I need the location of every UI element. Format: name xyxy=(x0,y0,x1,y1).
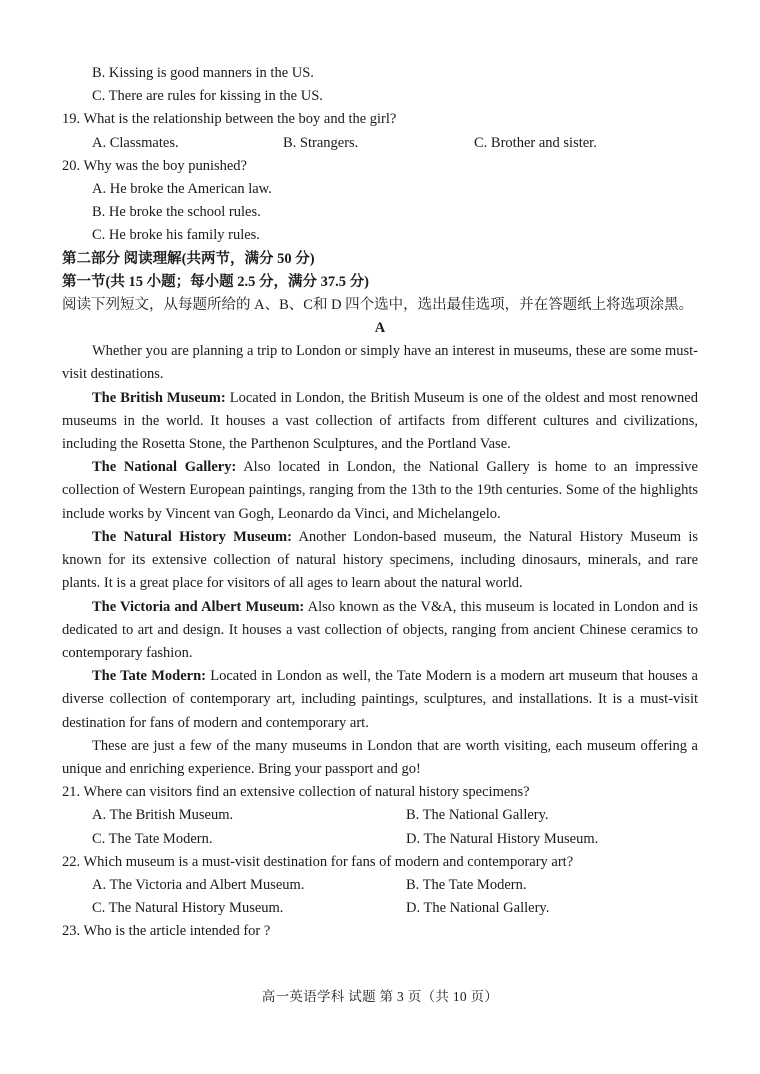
q19-option-c: C. Brother and sister. xyxy=(474,134,597,151)
museum-text: Another London-based museum, the Natural History Museum is known for its extensive collection of natural history specimens, including dinosaurs, minerals, and rare plants. It is a great place for visitors of all ages to learn about the natural world. xyxy=(62,528,698,592)
passage-label: A xyxy=(374,320,386,337)
section1-title: 第一节(共 15 小题；每小题 2.5 分，满分 37.5 分) xyxy=(62,273,369,290)
museum-text: Also known as the V&A, this museum is located in London and is dedicated to art and design. It houses a vast collection of objects, ranging from ancient Chinese ceramics to contemporary fashion. xyxy=(62,598,698,661)
museum-name: The British Museum: xyxy=(92,389,226,406)
q22-option-a: A. The Victoria and Albert Museum. xyxy=(92,876,305,893)
q18-option-b: B. Kissing is good manners in the US. xyxy=(92,65,314,81)
q19-stem: 19. What is the relationship between the boy and the girl? xyxy=(62,111,397,128)
paragraph-tate-modern xyxy=(62,665,698,735)
part2-title: 第二部分 阅读理解(共两节，满分 50 分) xyxy=(62,250,315,267)
q22-options-row1 xyxy=(62,874,698,897)
q20-option-a: A. He broke the American law. xyxy=(92,180,272,197)
museum-name: The National Gallery: xyxy=(92,459,237,476)
passage-intro: Whether you are planning a trip to London or simply have an interest in museums, these are some must-visit destinations. xyxy=(62,343,698,383)
q21-option-d: D. The Natural History Museum. xyxy=(406,830,599,847)
q21-options-row2 xyxy=(62,828,698,851)
q20-option-b: B. He broke the school rules. xyxy=(92,204,261,221)
museum-name: The Victoria and Albert Museum: xyxy=(92,598,305,615)
q21-option-c: C. The Tate Modern. xyxy=(92,830,213,847)
museum-name: The Natural History Museum: xyxy=(92,528,292,545)
paragraph-national-gallery xyxy=(62,456,698,526)
q20-option-c: C. He broke his family rules. xyxy=(92,227,260,244)
page-footer: 高一英语学科 试题 第 3 页（共 10 页） xyxy=(261,989,499,1004)
paragraph-natural-history-museum xyxy=(62,526,698,596)
paragraph-victoria-albert-museum xyxy=(62,596,698,666)
museum-name: The Tate Modern: xyxy=(92,668,206,685)
exam-page xyxy=(62,62,698,943)
reading-instructions: 阅读下列短文，从每题所给的 A、B、C和 D 四个选中，选出最佳选项，并在答题纸上将选项涂黑。 xyxy=(62,296,694,313)
q21-option-a: A. The British Museum. xyxy=(92,807,234,824)
q21-stem: 21. Where can visitors find an extensive collection of natural history specimens? xyxy=(62,784,530,801)
q19-option-a: A. Classmates. xyxy=(92,134,179,151)
passage-closing: These are just a few of the many museums in London that are worth visiting, each museum offering a unique and enriching experience. Bring your passport and go! xyxy=(62,737,698,777)
q22-stem: 22. Which museum is a must-visit destination for fans of modern and contemporary art? xyxy=(62,853,574,870)
museum-text: Located in London as well, the Tate Modern is a modern art museum that houses a diverse collection of contemporary art, including paintings, sculptures, and installations. It is a must-visit destination for fans of modern and contemporary art. xyxy=(62,668,698,731)
museum-text: Also located in London, the National Gallery is home to an impressive collection of Western European paintings, ranging from the 13th to the 19th centuries. Some of the highlights include works by Vincent van Gogh, Leonardo da Vinci, and Michelangelo. xyxy=(62,459,698,522)
museum-text: Located in London, the British Museum is one of the oldest and most renowned museums in the world. It houses a vast collection of artifacts from different cultures and civilizations, including the Rosetta Stone, the Parthenon Sculptures, and the Portland Vase. xyxy=(62,389,698,453)
q22-option-d: D. The National Gallery. xyxy=(406,900,550,917)
q22-options-row2 xyxy=(62,897,698,920)
paragraph-british-museum xyxy=(62,387,698,457)
q19-options xyxy=(62,132,698,155)
q21-options-row1 xyxy=(62,804,698,827)
q19-option-b: B. Strangers. xyxy=(283,134,359,151)
q18-option-c: C. There are rules for kissing in the US. xyxy=(92,88,323,105)
q22-option-b: B. The Tate Modern. xyxy=(406,876,527,893)
q22-option-c: C. The Natural History Museum. xyxy=(92,900,284,917)
q23-stem: 23. Who is the article intended for ? xyxy=(62,923,271,940)
q21-option-b: B. The National Gallery. xyxy=(406,807,549,824)
q20-stem: 20. Why was the boy punished? xyxy=(62,157,247,174)
